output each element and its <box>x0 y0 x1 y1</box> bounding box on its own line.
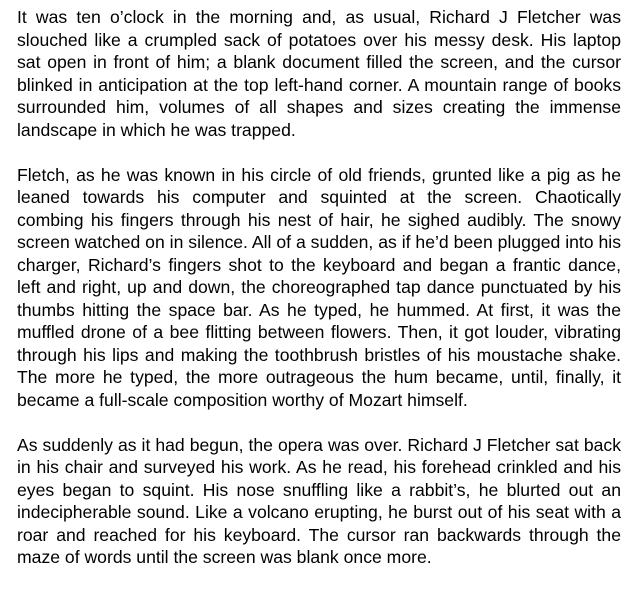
paragraph-2: Fletch, as he was known in his circle of old friends, grunted like a pig as he leaned towards his computer and squinted at the screen. Chaotically combing his fingers through his nest of hair, he sighed audibly. The snowy screen watched on in silence. All of a sudden, as if he’d been plugged into his charger, Richard’s fingers shot to the keyboard and began a frantic dance, left and right, up and down, the choreographed tap dance punctuated by his thumbs hitting the space bar. As he typed, he hummed. At first, it was the muffled drone of a bee flitting between flowers. Then, it got louder, vibrating through his lips and making the toothbrush bristles of his moustache shake. The more he typed, the more outrageous the hum became, until, finally, it became a full-scale composition worthy of Mozart himself. <box>17 164 621 410</box>
paragraph-3: As suddenly as it had begun, the opera was over. Richard J Fletcher sat back in his chair and surveyed his work. As he read, his forehead crinkled and his eyes began to squint. His nose snuffling like a rabbit’s, he blurted out an indecipherable sound. Like a volcano erupting, he burst out of his seat with a roar and reached for his keyboard. The cursor ran backwards through the maze of words until the screen was blank once more. <box>17 434 621 567</box>
paragraph-1: It was ten o’clock in the morning and, as usual, Richard J Fletcher was slouched like a crumpled sack of potatoes over his messy desk. His laptop sat open in front of him; a blank document filled the screen, and the cursor blinked in anticipation at the top left-hand corner. A mountain range of books surrounded him, volumes of all shapes and sizes creating the immense landscape in which he was trapped. <box>17 7 621 140</box>
document-body <box>17 6 621 569</box>
